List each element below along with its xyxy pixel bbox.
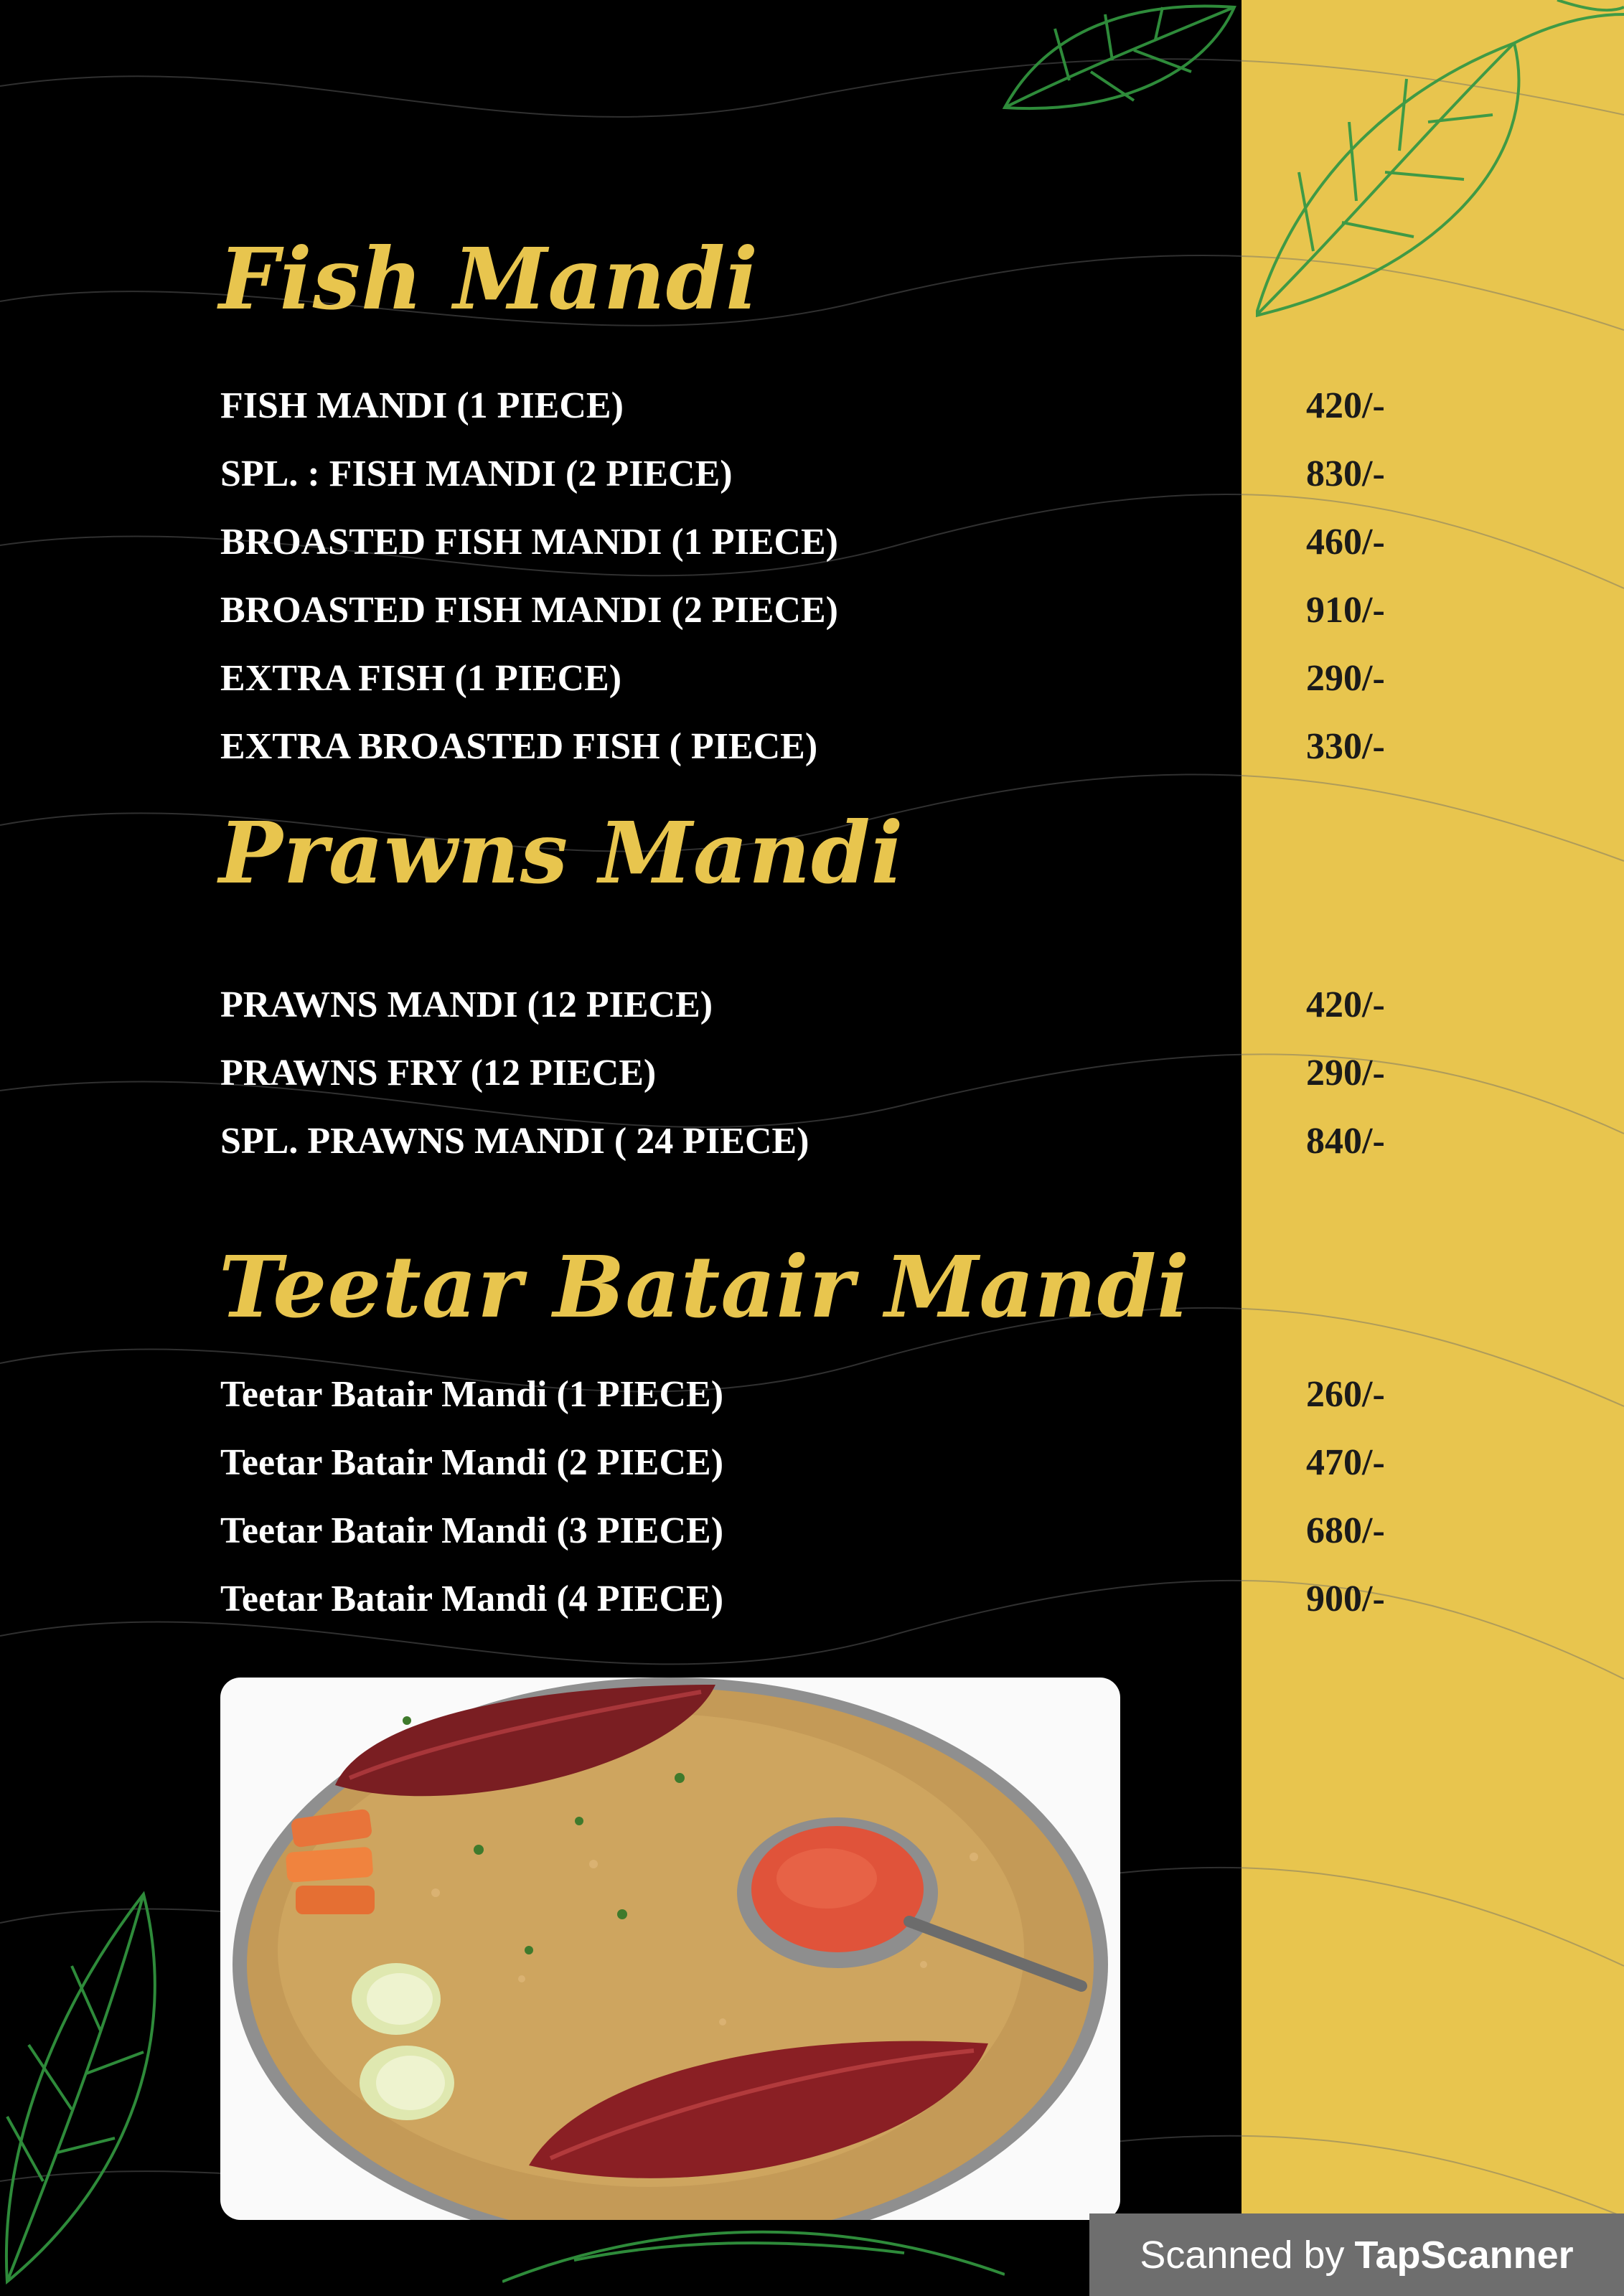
menu-item-name: Teetar Batair Mandi (1 PIECE) [220, 1374, 724, 1415]
menu-item-price: 330/- [1306, 726, 1385, 767]
menu-item-price: 290/- [1306, 658, 1385, 699]
leaf-decoration-bottom-left [0, 1880, 187, 2296]
menu-item-price: 830/- [1306, 453, 1385, 494]
menu-item-name: EXTRA FISH (1 PIECE) [220, 658, 622, 699]
menu-item-price: 900/- [1306, 1578, 1385, 1619]
menu-item-price: 420/- [1306, 385, 1385, 426]
leaf-decoration-top-right [1256, 0, 1624, 323]
section-heading-fish-mandi: Fish Mandi [219, 229, 759, 329]
menu-item-name: FISH MANDI (1 PIECE) [220, 385, 624, 426]
menu-item-name: Teetar Batair Mandi (2 PIECE) [220, 1442, 724, 1483]
menu-item-name: Teetar Batair Mandi (4 PIECE) [220, 1578, 724, 1619]
menu-item-name: BROASTED FISH MANDI (1 PIECE) [220, 522, 838, 563]
menu-item-price: 470/- [1306, 1442, 1385, 1483]
menu-item-name: Teetar Batair Mandi (3 PIECE) [220, 1510, 724, 1551]
mandi-platter-illustration [220, 1678, 1120, 2220]
scanner-watermark [1089, 2213, 1624, 2296]
section-heading-prawns-mandi: Prawns Mandi [219, 803, 904, 903]
food-photo [220, 1678, 1120, 2220]
section-heading-teetar-batair-mandi: Teetar Batair Mandi [219, 1237, 1191, 1337]
menu-item-price: 910/- [1306, 590, 1385, 631]
menu-item-name: PRAWNS FRY (12 PIECE) [220, 1053, 657, 1093]
menu-item-name: SPL. PRAWNS MANDI ( 24 PIECE) [220, 1121, 809, 1162]
price-column-background [1242, 0, 1624, 2296]
menu-item-price: 680/- [1306, 1510, 1385, 1551]
menu-item-price: 840/- [1306, 1121, 1385, 1162]
menu-item-price: 420/- [1306, 984, 1385, 1025]
menu-item-name: BROASTED FISH MANDI (2 PIECE) [220, 590, 838, 631]
menu-item-price: 290/- [1306, 1053, 1385, 1093]
menu-item-name: PRAWNS MANDI (12 PIECE) [220, 984, 713, 1025]
scanner-brand: TapScanner [1354, 2233, 1574, 2277]
menu-item-price: 260/- [1306, 1374, 1385, 1415]
leaf-decoration-top-center [990, 0, 1249, 122]
menu-item-name: EXTRA BROASTED FISH ( PIECE) [220, 726, 818, 767]
menu-item-price: 460/- [1306, 522, 1385, 563]
scanner-prefix: Scanned by [1140, 2233, 1345, 2277]
menu-item-name: SPL. : FISH MANDI (2 PIECE) [220, 453, 733, 494]
leaf-decoration-bottom-center [502, 2210, 1005, 2296]
